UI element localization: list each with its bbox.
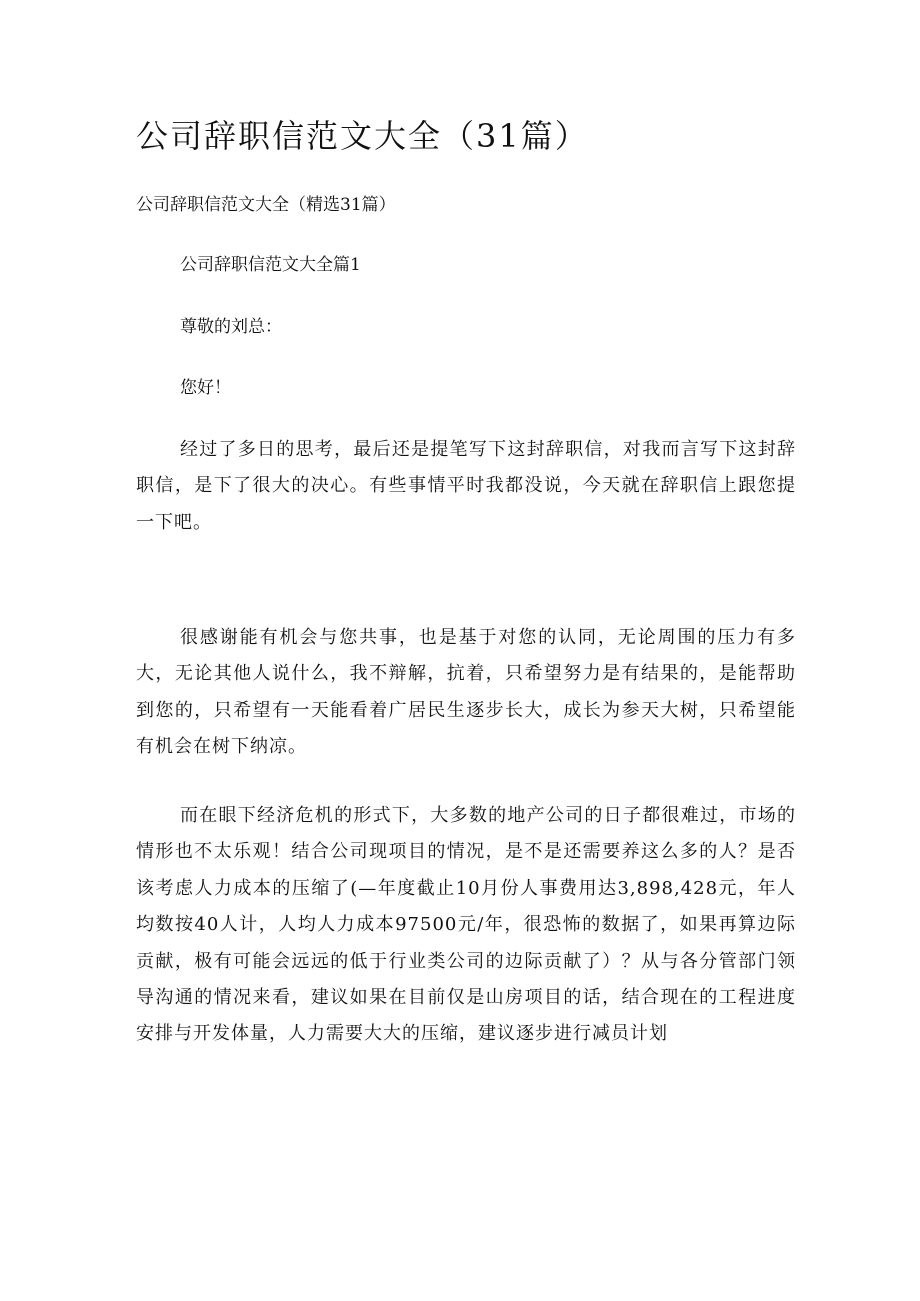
paragraph-1: 经过了多日的思考，最后还是提笔写下这封辞职信，对我而言写下这封辞职信，是下了很大的决心。有些事情平时我都没说，今天就在辞职信上跟您提一下吧。 <box>136 439 796 533</box>
document-subtitle: 公司辞职信范文大全（精选31篇） <box>136 195 396 215</box>
paragraph-2: 很感谢能有机会与您共事，也是基于对您的认同，无论周围的压力有多大，无论其他人说什么，我不辩解，抗着，只希望努力是有结果的，是能帮助到您的，只希望有一天能看着广居民生逐步长大，成长为参天大树，只希望能有机会在树下纳凉。 <box>136 627 796 758</box>
document-title: 公司辞职信范文大全（31篇） <box>136 117 589 155</box>
section-heading: 公司辞职信范文大全篇1 <box>180 255 361 275</box>
salutation: 尊敬的刘总： <box>180 317 282 337</box>
greeting: 您好！ <box>180 378 231 398</box>
paragraph-3: 而在眼下经济危机的形式下，大多数的地产公司的日子都很难过，市场的情形也不太乐观！结合公司现项目的情况，是不是还需要养这么多的人？是否该考虑人力成本的压缩了(—年度截止10月份人事费用达3,898,428元，年人均数按40人计，人均人力成本97500元/年，很恐怖的数据了，如果再算边际贡献，极有可能会远远的低于行业类公司的边际贡献了）？从与各分管部门领导沟通的情况来看，建议如果在目前仅是山房项目的话，结合现在的工程进度安排与开发体量，人力需要大大的压缩，建议逐步进行减员计划 <box>136 805 796 1045</box>
